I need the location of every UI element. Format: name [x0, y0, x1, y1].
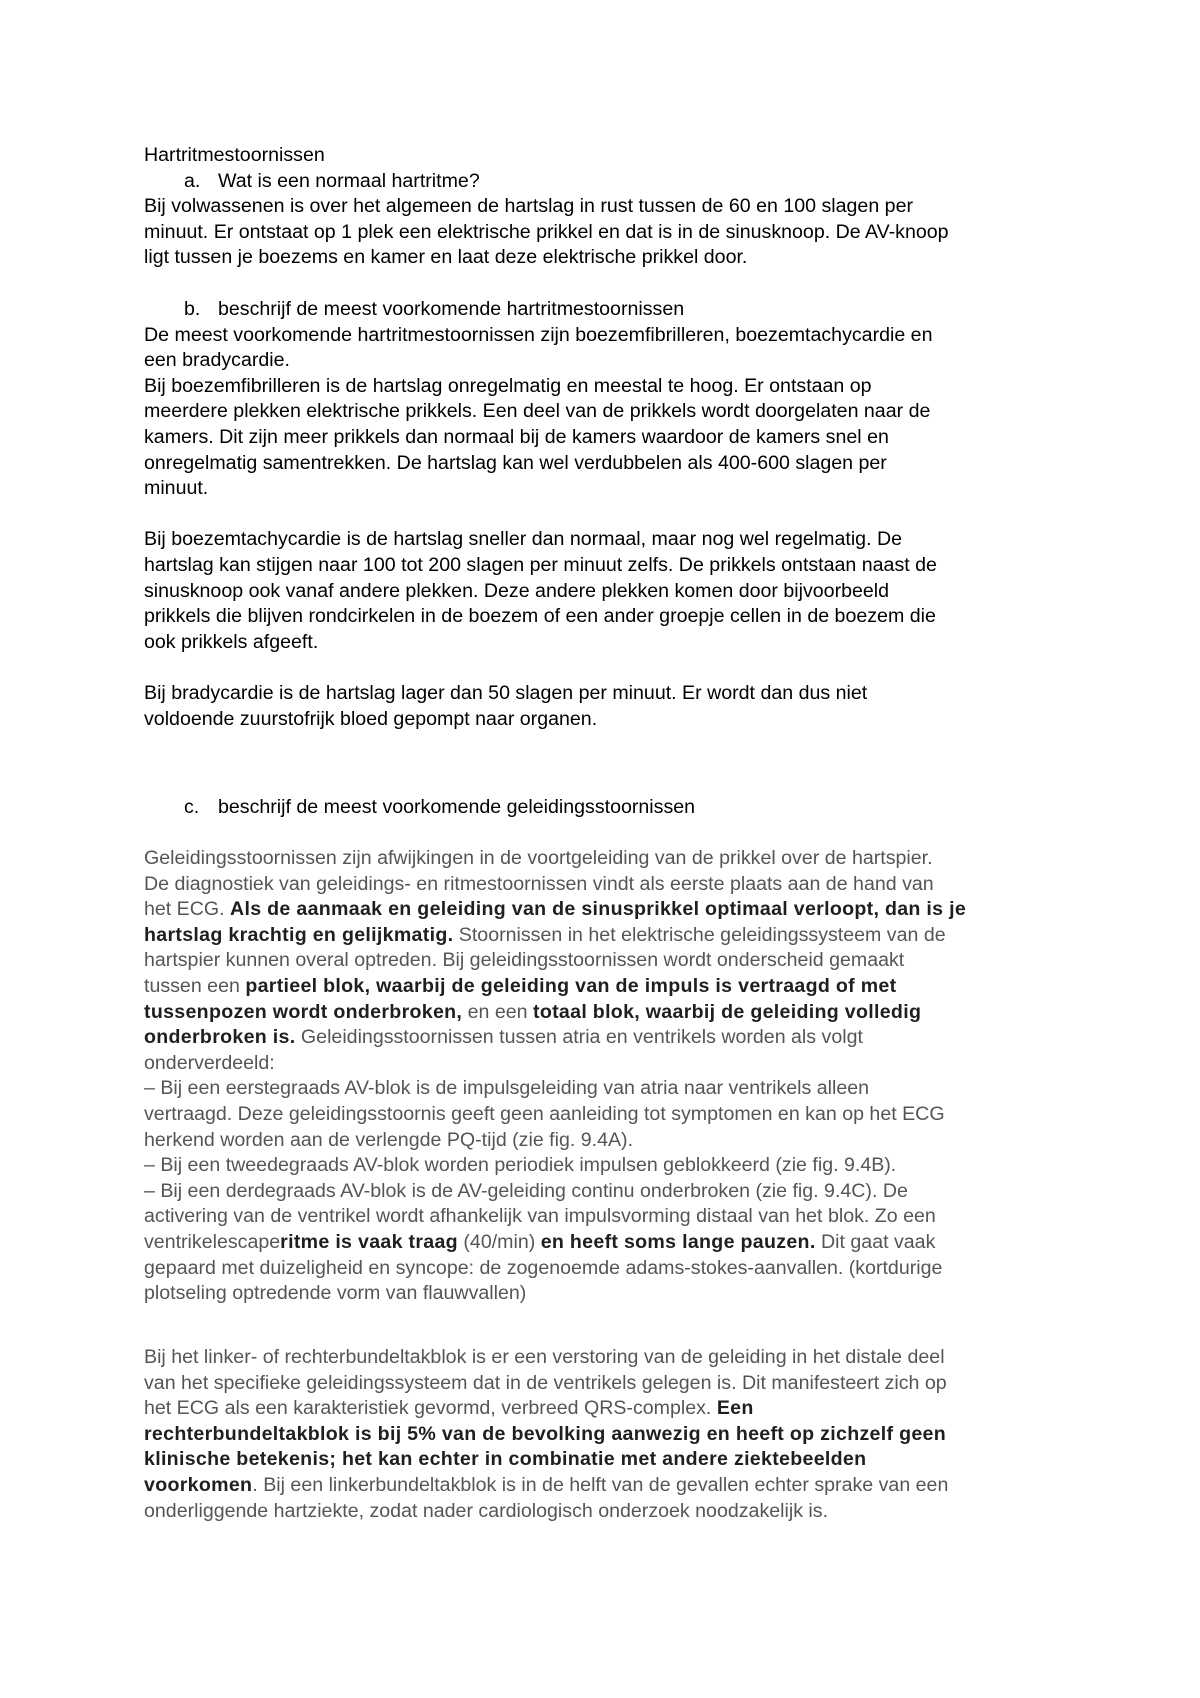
text-line: – Bij een tweedegraads AV-blok worden periodiek impulsen geblokkeerd (zie fig. 9.4B).	[144, 1154, 897, 1177]
text-line: Bij boezemfibrilleren is de hartslag onregelmatig en meestal te hoog. Er ontstaan op	[144, 374, 872, 397]
text-line: hartslag kan stijgen naar 100 tot 200 slagen per minuut zelfs. De prikkels ontstaan naast de	[144, 553, 937, 576]
text-run: Stoornissen in het elektrische geleidingssysteem van de	[453, 923, 946, 946]
question-b	[144, 297, 1074, 323]
text-line	[144, 923, 1074, 949]
question-c	[144, 795, 1074, 821]
question-text: Wat is een normaal hartritme?	[218, 169, 480, 192]
answer-line: Bij volwassenen is over het algemeen de hartslag in rust tussen de 60 en 100 slagen per	[144, 195, 913, 218]
text-line: gepaard met duizeligheid en syncope: de zogenoemde adams-stokes-aanvallen. (kortdurige	[144, 1256, 943, 1279]
text-run: Dit gaat vaak	[815, 1230, 936, 1253]
text-line: Geleidingsstoornissen zijn afwijkingen in de voortgeleiding van de prikkel over de hartspier.	[144, 847, 933, 869]
text-line: – Bij een derdegraads AV-blok is de AV-geleiding continu onderbroken (zie fig. 9.4C). De	[144, 1179, 908, 1202]
text-line: activering van de ventrikel wordt afhankelijk van impulsvorming distaal van het blok. Zo een	[144, 1205, 936, 1228]
bold-run: rechterbundeltakblok is bij 5% van de bevolking aanwezig en heeft op zichzelf geen	[144, 1422, 946, 1445]
text-line	[144, 897, 1074, 923]
text-run: ventrikelescape	[144, 1230, 281, 1253]
answer-line: ligt tussen je boezems en kamer en laat deze elektrische prikkel door.	[144, 246, 748, 269]
text-run: het ECG als een karakteristiek gevormd, verbreed QRS-complex.	[144, 1397, 717, 1420]
list-marker: c.	[184, 796, 200, 818]
bundle-branch-paragraph	[144, 1345, 1074, 1524]
text-run: het ECG.	[144, 898, 231, 921]
text-line: herkend worden aan de verlengde PQ-tijd (zie fig. 9.4A).	[144, 1128, 634, 1151]
text-line: Bij boezemtachycardie is de hartslag sneller dan normaal, maar nog wel regelmatig. De	[144, 528, 903, 551]
text-line	[144, 1422, 1074, 1448]
bold-run: tussenpozen wordt onderbroken,	[144, 1000, 463, 1023]
text-line	[144, 974, 1074, 1000]
bold-run: partieel blok, waarbij de geleiding van de impuls is vertraagd of met	[245, 974, 897, 997]
text-line: meerdere plekken elektrische prikkels. Een deel van de prikkels wordt doorgelaten naar de	[144, 400, 931, 423]
section-c-body	[144, 846, 1074, 1307]
text-run: en een	[462, 1000, 533, 1023]
text-line: vertraagd. Deze geleidingsstoornis geeft geen aanleiding tot symptomen en kan op het ECG	[144, 1102, 945, 1125]
text-line: kamers. Dit zijn meer prikkels dan normaal bij de kamers waardoor de kamers snel en	[144, 425, 889, 448]
text-line	[144, 1025, 1074, 1051]
document-title: Hartritmestoornissen	[144, 144, 325, 166]
text-line: onregelmatig samentrekken. De hartslag kan wel verdubbelen als 400-600 slagen per	[144, 451, 887, 474]
text-line: een bradycardie.	[144, 349, 290, 372]
text-line: prikkels die blijven rondcirkelen in de boezem of een ander groepje cellen in de boezem die	[144, 605, 936, 628]
text-line: onderliggende hartziekte, zodat nader cardiologisch onderzoek noodzakelijk is.	[144, 1499, 829, 1522]
bold-run: Een	[716, 1397, 754, 1420]
bold-run: totaal blok, waarbij de geleiding volledig	[533, 1000, 922, 1023]
question-a	[144, 169, 1074, 195]
text-line: onderverdeeld:	[144, 1051, 275, 1074]
text-line	[144, 1396, 1074, 1422]
bold-run: onderbroken is.	[144, 1026, 296, 1049]
bold-run: Als de aanmaak en geleiding van de sinusprikkel optimaal verloopt, dan is je	[230, 898, 967, 921]
text-line	[144, 1473, 1074, 1499]
bold-run: en heeft soms lange pauzen.	[540, 1230, 816, 1253]
list-marker: b.	[184, 298, 201, 320]
text-line	[144, 1230, 1074, 1256]
text-line: ook prikkels afgeeft.	[144, 630, 319, 653]
text-run: (40/min)	[457, 1230, 541, 1253]
section-c-heading	[144, 795, 1074, 821]
text-line: Bij bradycardie is de hartslag lager dan 50 slagen per minuut. Er wordt dan dus niet	[144, 681, 868, 704]
list-marker: a.	[184, 169, 201, 192]
text-run: . Bij een linkerbundeltakblok is in de helft van de gevallen echter sprake van een	[252, 1473, 949, 1496]
text-line: plotseling optredende vorm van flauwvallen)	[144, 1282, 527, 1305]
text-line: van het specifieke geleidingssysteem dat in de ventrikels gelegen is. Dit manifesteert zich op	[144, 1371, 947, 1394]
question-text: beschrijf de meest voorkomende geleidingsstoornissen	[218, 796, 696, 818]
text-line: – Bij een eerstegraads AV-blok is de impulsgeleiding van atria naar ventrikels alleen	[144, 1077, 870, 1100]
bold-run: ritme is vaak traag	[280, 1230, 458, 1253]
section-a	[144, 143, 1074, 271]
section-b	[144, 297, 1074, 732]
text-line: Bij het linker- of rechterbundeltakblok is er een verstoring van de geleiding in het distale deel	[144, 1346, 945, 1368]
bold-run: klinische betekenis; het kan echter in combinatie met andere ziektebeelden	[144, 1448, 867, 1471]
text-line: sinusknoop ook vanaf andere plekken. Deze andere plekken komen door bijvoorbeeld	[144, 579, 890, 602]
text-run: Geleidingsstoornissen tussen atria en ventrikels worden als volgt	[295, 1026, 863, 1049]
text-line	[144, 1000, 1074, 1026]
text-line: minuut.	[144, 477, 209, 500]
answer-line: minuut. Er ontstaat op 1 plek een elektrische prikkel en dat is in de sinusknoop. De AV-knoop	[144, 220, 949, 243]
text-line	[144, 1447, 1074, 1473]
text-line: De meest voorkomende hartritmestoornissen zijn boezemfibrilleren, boezemtachycardie en	[144, 323, 933, 346]
question-text: beschrijf de meest voorkomende hartritmestoornissen	[218, 298, 685, 320]
text-line: hartspier kunnen overal optreden. Bij geleidingsstoornissen wordt onderscheid gemaakt	[144, 949, 905, 972]
text-run: tussen een	[144, 974, 246, 997]
text-line: voldoende zuurstofrijk bloed gepompt naar organen.	[144, 707, 598, 730]
bold-run: voorkomen	[144, 1473, 253, 1496]
text-line: De diagnostiek van geleidings- en ritmestoornissen vindt als eerste plaats aan de hand van	[144, 872, 934, 895]
bold-run: hartslag krachtig en gelijkmatig.	[144, 923, 454, 946]
